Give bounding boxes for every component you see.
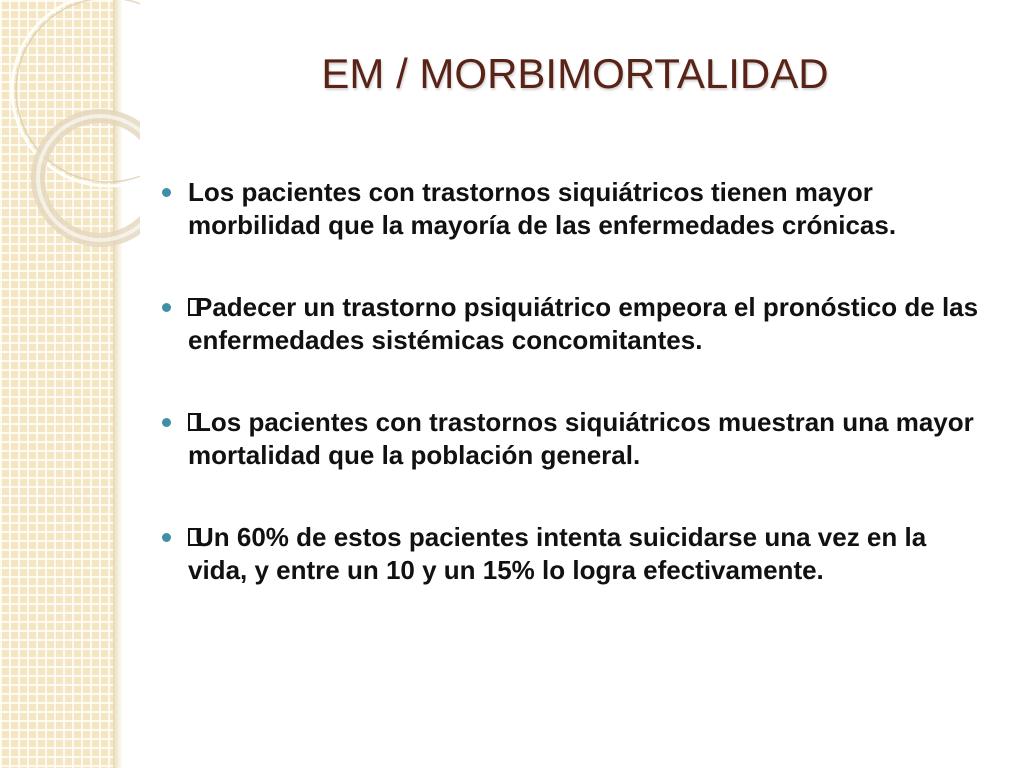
missing-glyph-icon [188,413,201,431]
bullet-dot-icon [162,418,171,427]
bullet-item [158,291,988,357]
bullet-item [158,176,988,242]
bullet-text: Los pacientes con trastornos siquiátricos tienen mayor morbilidad que la mayoría de las enfermedades crónicas. [188,177,897,240]
bullet-item [158,406,988,472]
bullet-dot-icon [162,188,171,197]
bullet-text: Los pacientes con trastornos siquiátricos muestran una mayor mortalidad que la población general. [188,407,974,470]
missing-glyph-icon [188,528,201,546]
bullet-dot-icon [162,533,171,542]
bullet-list [158,176,988,587]
missing-glyph-icon [188,298,201,316]
slide-title: EM / MORBIMORTALIDAD [321,50,829,97]
bullet-text: Un 60% de estos pacientes intenta suicidarse una vez en la vida, y entre un 10 y un 15% lo logra efectivamente. [188,522,927,585]
bullet-dot-icon [162,303,171,312]
bullet-item [158,521,988,587]
bullet-text: Padecer un trastorno psiquiátrico empeora el pronóstico de las enfermedades sistémicas concomitantes. [188,292,979,355]
decorative-circles [0,0,140,260]
